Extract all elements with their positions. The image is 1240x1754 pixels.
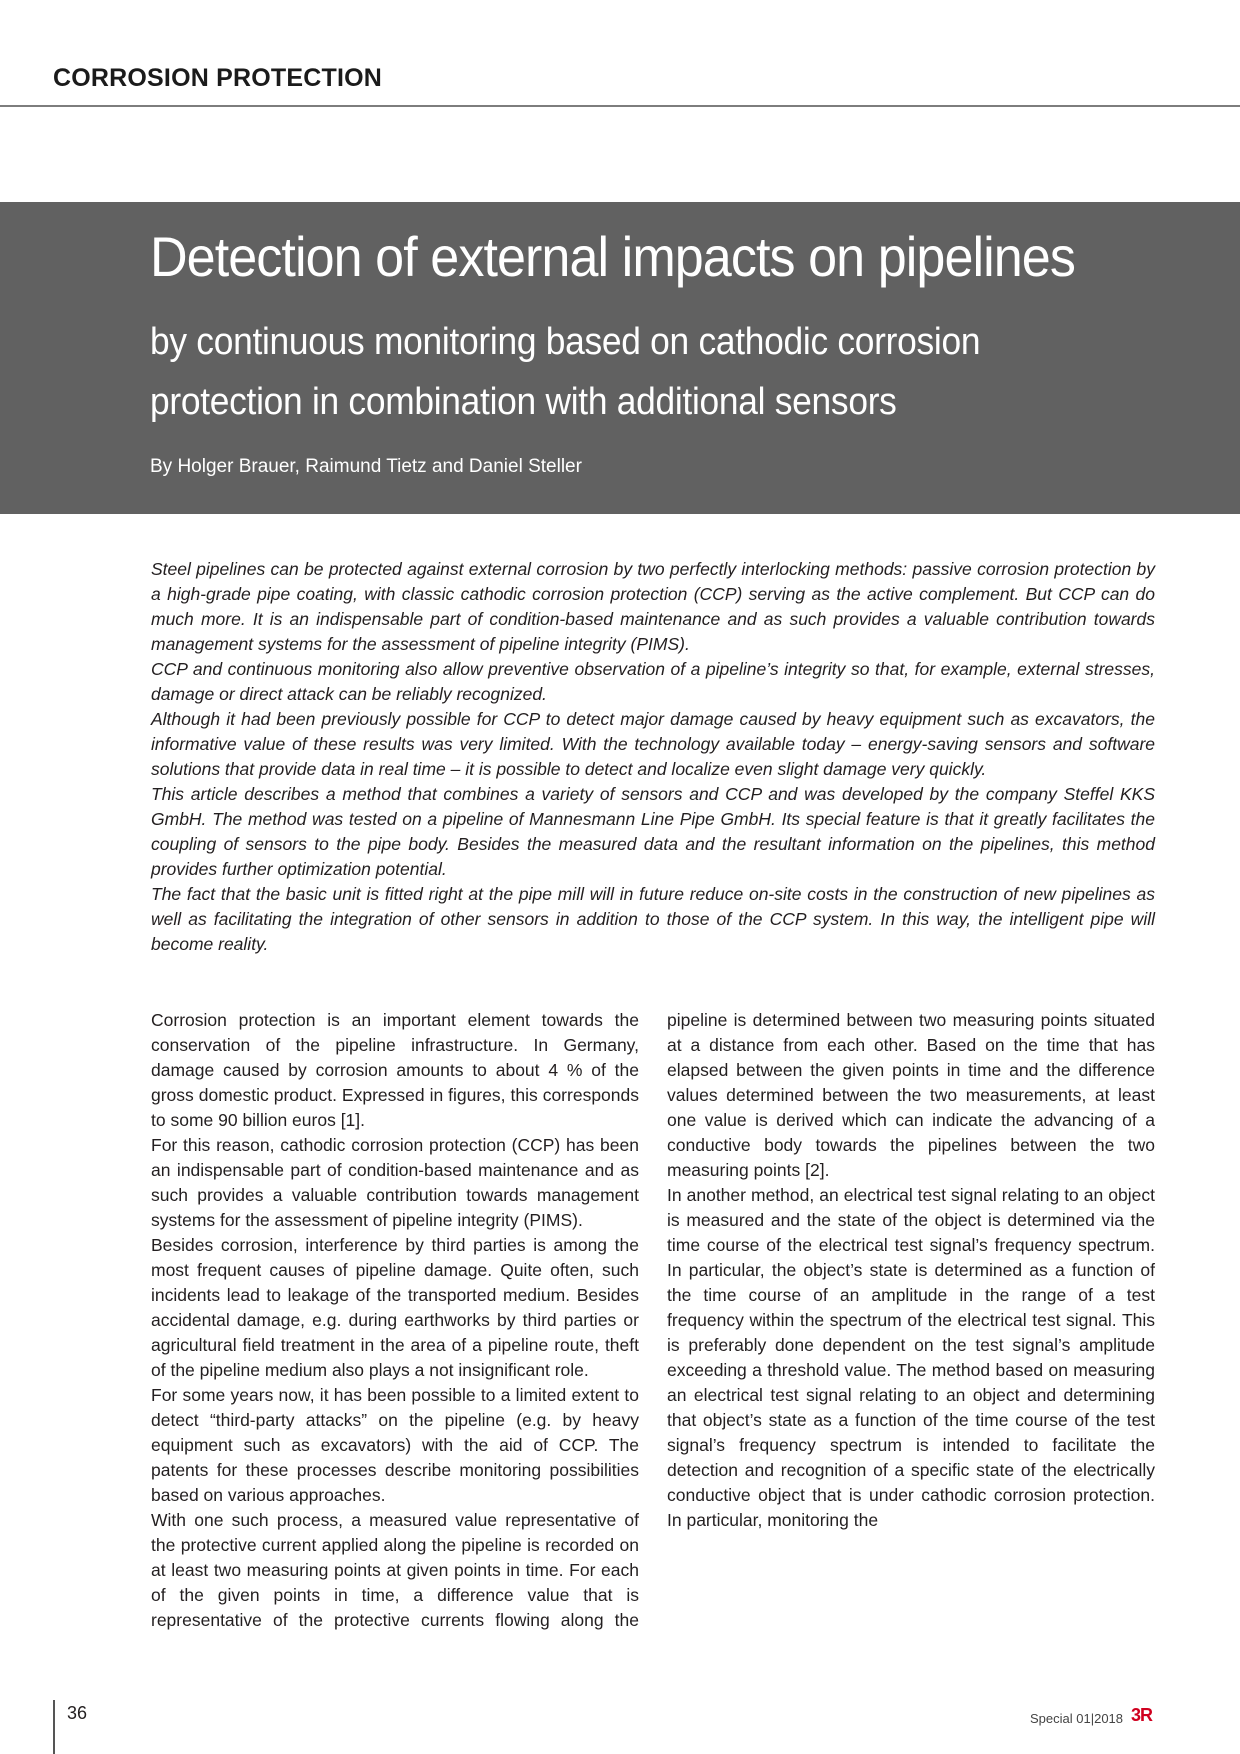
body-paragraph: In another method, an electrical test signal relating to an object is measured and the state of the object is determined via the time course of the electrical test signal’s frequency spectrum. In particular, the object’s state is determined as a function of the time course of an amplitude in the range of a test frequency within the spectrum of the electrical test signal. This is preferably done dependent on the test signal’s amplitude exceeding a threshold value. The method based on measuring an electrical test signal relating to an object and determining that object’s state as a function of the time course of the test signal’s frequency spectrum is intended to facilitate the detection and recognition of a specific state of the electrically conductive object that is under cathodic corrosion protection. In particular, monitoring the <box>667 1185 1155 1530</box>
issue-label: Special 01|2018 <box>1030 1711 1124 1726</box>
footer-divider <box>53 1700 55 1754</box>
abstract-paragraph: Steel pipelines can be protected against external corrosion by two perfectly interlocking methods: passive corrosion protection by a high-grade pipe coating, with classic cathodic corrosion protection (CCP) serving as the active complement. But CCP can do much more. It is an indispensable part of condition-based maintenance and as such provides a valuable contribution towards management systems for the assessment of pipeline integrity (PIMS). <box>151 559 1155 654</box>
abstract-paragraph: This article describes a method that combines a variety of sensors and CCP and was developed by the company Steffel KKS GmbH. The method was tested on a pipeline of Mannesmann Line Pipe GmbH. Its special feature is that it greatly facilitates the coupling of sensors to the pipe body. Besides the measured data and the resultant information on the pipelines, this method provides further optimization potential. <box>151 784 1155 879</box>
header-divider <box>0 105 1240 107</box>
article-subtitle: by continuous monitoring based on cathodic corrosion protection in combination with additional sensors <box>150 321 981 423</box>
page-number: 36 <box>67 1703 88 1723</box>
abstract-paragraph: The fact that the basic unit is fitted right at the pipe mill will in future reduce on-site costs in the construction of new pipelines as well as facilitating the integration of other sensors in addition to those of the CCP system. In this way, the intelligent pipe will become reality. <box>151 884 1155 954</box>
body-paragraph: For some years now, it has been possible to a limited extent to detect “third-party attacks” on the pipeline (e.g. by heavy equipment such as excavators) with the aid of CCP. The patents for these processes describe monitoring possibilities based on various approaches. <box>151 1385 639 1505</box>
body-paragraph: With one such process, a measured value representative of the protective current applied along the pipeline is recorded on at least two measuring points at given points in time. For each of the given points in time, a difference value that is representative of the protective currents flowing along the pipeline is determined between two measuring points situated at a distance from each other. Based on the time that has elapsed between the given points in time and the difference values determined between the two measurements, at least one value is derived which can indicate the advancing of a conductive body towards the pipelines between the two measuring points [2]. <box>151 1010 1155 1630</box>
publisher-logo: 3R <box>1131 1705 1153 1725</box>
article-body <box>151 1008 1155 1640</box>
abstract-paragraph: Although it had been previously possible for CCP to detect major damage caused by heavy equipment such as excavators, the informative value of these results was very limited. With the technology available today – energy-saving sensors and software solutions that provide data in real time – it is possible to detect and localize even slight damage very quickly. <box>151 709 1155 779</box>
title-banner <box>0 202 1240 514</box>
body-paragraph: For this reason, cathodic corrosion protection (CCP) has been an indispensable part of condition-based maintenance and as such provides a valuable contribution towards management systems for the assessment of pipeline integrity (PIMS). <box>151 1135 639 1230</box>
body-paragraph: Besides corrosion, interference by third parties is among the most frequent causes of pipeline damage. Quite often, such incidents lead to leakage of the transported medium. Besides accidental damage, e.g. during earthworks by third parties or agricultural field treatment in the area of a pipeline route, theft of the pipeline medium also plays a not insignificant role. <box>151 1235 639 1380</box>
article-byline: By Holger Brauer, Raimund Tietz and Daniel Steller <box>150 456 582 477</box>
abstract-paragraph: CCP and continuous monitoring also allow preventive observation of a pipeline’s integrity so that, for example, external stresses, damage or direct attack can be reliably recognized. <box>151 659 1155 704</box>
body-paragraph: Corrosion protection is an important element towards the conservation of the pipeline infrastructure. In Germany, damage caused by corrosion amounts to about 4 % of the gross domestic product. Expressed in figures, this corresponds to some 90 billion euros [1]. <box>151 1010 639 1130</box>
section-label: CORROSION PROTECTION <box>53 64 383 92</box>
article-title: Detection of external impacts on pipelines <box>150 225 1075 288</box>
abstract <box>151 557 1155 957</box>
